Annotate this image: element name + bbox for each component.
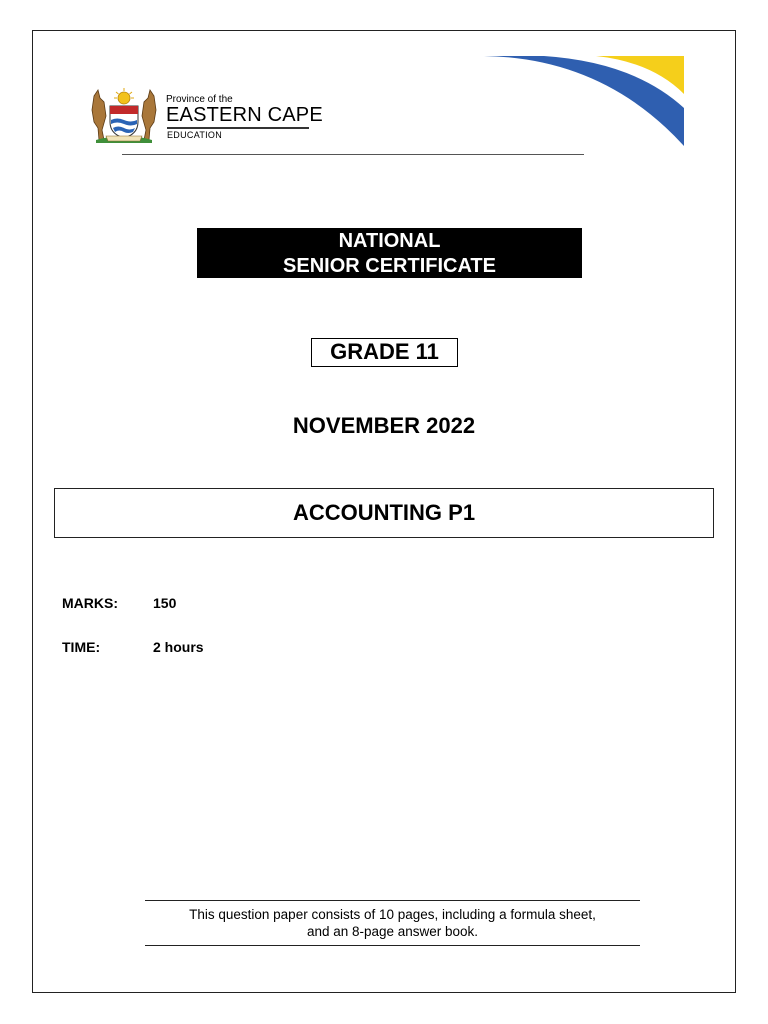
brand-swoosh-graphic	[484, 54, 688, 150]
footer-line-1: This question paper consists of 10 pages, including a formula sheet,	[189, 907, 596, 922]
marks-value: 150	[153, 595, 177, 611]
province-underline	[167, 127, 309, 129]
grade-label: GRADE 11	[311, 338, 458, 367]
footer-divider-bottom	[145, 945, 640, 946]
time-value: 2 hours	[153, 639, 204, 655]
footer-note	[145, 906, 640, 940]
certificate-line-2: SENIOR CERTIFICATE	[283, 255, 496, 277]
marks-label: MARKS:	[62, 595, 118, 611]
certificate-banner	[197, 228, 582, 278]
footer-divider-top	[145, 900, 640, 901]
footer-line-2: and an 8-page answer book.	[306, 924, 479, 939]
time-label: TIME:	[62, 639, 101, 655]
coat-of-arms-icon	[88, 86, 160, 144]
subject-title: ACCOUNTING P1	[54, 488, 714, 538]
department-name: EDUCATION	[167, 130, 223, 140]
province-prefix: Province of the	[166, 94, 233, 105]
province-name: EASTERN CAPE	[166, 104, 323, 126]
exam-session: NOVEMBER 2022	[292, 413, 476, 438]
certificate-line-1: NATIONAL	[338, 230, 441, 252]
header-divider	[122, 154, 584, 155]
